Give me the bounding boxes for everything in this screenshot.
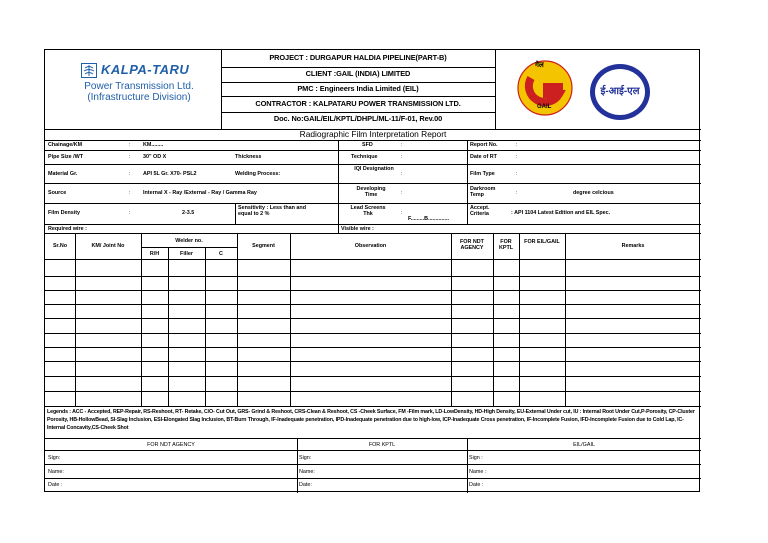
kptl-date-label: Date: bbox=[299, 482, 312, 488]
eil-logo-text: ई-आई-एल bbox=[600, 86, 640, 97]
ndt-sign-label: Sign: bbox=[48, 455, 61, 461]
signoff-ndt-header: FOR NDT AGENCY bbox=[147, 442, 195, 448]
iqi-colon: : bbox=[401, 171, 403, 177]
film-density-label: Film Density bbox=[48, 210, 81, 216]
developing-time-colon: : bbox=[401, 190, 403, 196]
ndt-date-label: Date : bbox=[48, 482, 63, 488]
sfd-colon: : bbox=[401, 142, 403, 148]
lead-screens-colon: : bbox=[401, 210, 403, 216]
darkroom-value: degree celcious bbox=[573, 190, 614, 196]
source-value: Internal X - Ray /External - Ray / Gamma Ray bbox=[143, 190, 257, 196]
pmc-title: PMC : Engineers India Limited (EIL) bbox=[297, 84, 419, 93]
col-sr-no: Sr.No bbox=[52, 243, 68, 249]
required-wire-label: Required wire : bbox=[48, 226, 87, 232]
lead-screens-value: F.........B.............. bbox=[408, 216, 450, 222]
client-title: CLIENT :GAIL (INDIA) LIMITED bbox=[305, 69, 411, 78]
legend-text: Legends : ACC - Accepted, REP-Repair, RS-Reshoot, RT- Retake, C/O- Cut Out, GRS- Grind & Reshoot, CRS-Clean & Reshoot, CS -Cheek Surface, FM -Film mark, LD-LowDensity, HD-High Density, EU-External Under cut, IU : Internal Root Under Cut,P-Porosity, CP-Cluster Porosity, HB-HollowBead, SI-Slag Inclusion, ESI-Elongated Slag Inclusion, BT-Burn Through, IF-Inadequate penetration, IPD-Inadequate penetration due to high-low, ICP-Inadequate Cross penetration, IF-Incomplete Fusion, IFD-Incomplete Fusion due to Cold Lap, IC-Internal Concavity,CS-Cheek Shot bbox=[47, 409, 695, 431]
kalpataru-emblem-icon bbox=[81, 63, 97, 78]
iqi-label: IQI Designation bbox=[354, 166, 394, 172]
source-colon: : bbox=[129, 190, 131, 196]
lead-screens-label: Lead Screens Thk bbox=[350, 205, 386, 217]
accept-criteria-label: Accept. Criteria bbox=[470, 205, 490, 217]
thickness-label: Thickness bbox=[235, 154, 262, 160]
pipe-size-colon: : bbox=[129, 154, 131, 160]
welding-process-label: Welding Process: bbox=[235, 171, 281, 177]
kalpataru-logo bbox=[51, 62, 221, 110]
company-division: (Infrastructure Division) bbox=[87, 92, 191, 103]
date-rt-label: Date of RT bbox=[470, 154, 497, 160]
date-rt-colon: : bbox=[516, 154, 518, 160]
col-for-eil-gail: FOR EIL/GAIL bbox=[524, 239, 560, 245]
source-label: Source bbox=[48, 190, 67, 196]
col-welder-no: Welder no. bbox=[175, 238, 203, 244]
chainage-colon: : bbox=[129, 142, 131, 148]
developing-time-label: Developing Time bbox=[356, 186, 386, 198]
darkroom-label: Darkroom Temp bbox=[470, 186, 496, 198]
col-km-joint: KM/ Joint No bbox=[91, 243, 125, 249]
pipe-size-value: 30" OD X bbox=[143, 154, 167, 160]
report-title: Radiographic Film Interpretation Report bbox=[299, 129, 447, 139]
col-remarks: Remarks bbox=[621, 243, 645, 249]
ndt-name-label: Name: bbox=[48, 469, 64, 475]
sfd-label: SFD bbox=[362, 142, 373, 148]
col-observation: Observation bbox=[354, 243, 387, 249]
film-type-label: Film Type bbox=[470, 171, 495, 177]
pipe-size-label: Pipe Size /WT bbox=[48, 154, 84, 160]
film-density-value: 2-3.5 bbox=[182, 210, 195, 216]
film-density-colon: : bbox=[129, 210, 131, 216]
eil-date-label: Date : bbox=[469, 482, 484, 488]
material-value: API 5L Gr. X70- PSL2 bbox=[143, 171, 197, 177]
col-filler: Filler bbox=[180, 251, 193, 257]
technique-colon: : bbox=[401, 154, 403, 160]
material-colon: : bbox=[129, 171, 131, 177]
accept-criteria-value: : API 1104 Latest Edition and EIL Spec. bbox=[511, 210, 611, 216]
contractor-title: CONTRACTOR : KALPATARU POWER TRANSMISSION LTD. bbox=[255, 99, 461, 108]
technique-label: Technique bbox=[351, 154, 378, 160]
col-rh: R/H bbox=[149, 251, 160, 257]
report-no-colon: : bbox=[516, 142, 518, 148]
gail-logo bbox=[515, 60, 577, 122]
eil-sign-label: Sign : bbox=[469, 455, 483, 461]
darkroom-colon: : bbox=[516, 190, 518, 196]
eil-logo bbox=[589, 63, 651, 121]
eil-name-label: Name : bbox=[469, 469, 487, 475]
chainage-value: KM........ bbox=[143, 142, 164, 148]
report-no-label: Report No. bbox=[470, 142, 498, 148]
col-c: C bbox=[219, 251, 223, 257]
col-for-kptl: FOR KPTL bbox=[498, 239, 514, 251]
project-title: PROJECT : DURGAPUR HALDIA PIPELINE(PART-B) bbox=[269, 53, 447, 62]
sensitivity-label: Sensitivity : Less than and equal to 2 % bbox=[238, 205, 306, 217]
signoff-eil-header: EIL/GAIL bbox=[573, 442, 595, 448]
signoff-kptl-header: FOR KPTL bbox=[368, 442, 396, 448]
company-name: Power Transmission Ltd. bbox=[84, 81, 194, 92]
kptl-name-label: Name: bbox=[299, 469, 315, 475]
doc-number: Doc. No:GAIL/EIL/KPTL/DHPL/ML-11/F-01, Rev.00 bbox=[273, 114, 443, 123]
kalpataru-logo-text: KALPA-TARU bbox=[101, 62, 190, 77]
film-type-colon: : bbox=[516, 171, 518, 177]
visible-wire-label: Visible wire : bbox=[341, 226, 374, 232]
col-segment: Segment bbox=[252, 243, 275, 249]
kptl-sign-label: Sign: bbox=[299, 455, 312, 461]
col-for-ndt-agency: FOR NDT AGENCY bbox=[460, 239, 484, 251]
radiographic-report-form bbox=[44, 49, 700, 492]
gail-logo-text: GAIL bbox=[537, 104, 552, 110]
chainage-label: Chainage/KM bbox=[48, 142, 83, 148]
material-label: Material Gr. bbox=[48, 171, 78, 177]
gail-logo-hindi: गेल bbox=[535, 62, 544, 69]
